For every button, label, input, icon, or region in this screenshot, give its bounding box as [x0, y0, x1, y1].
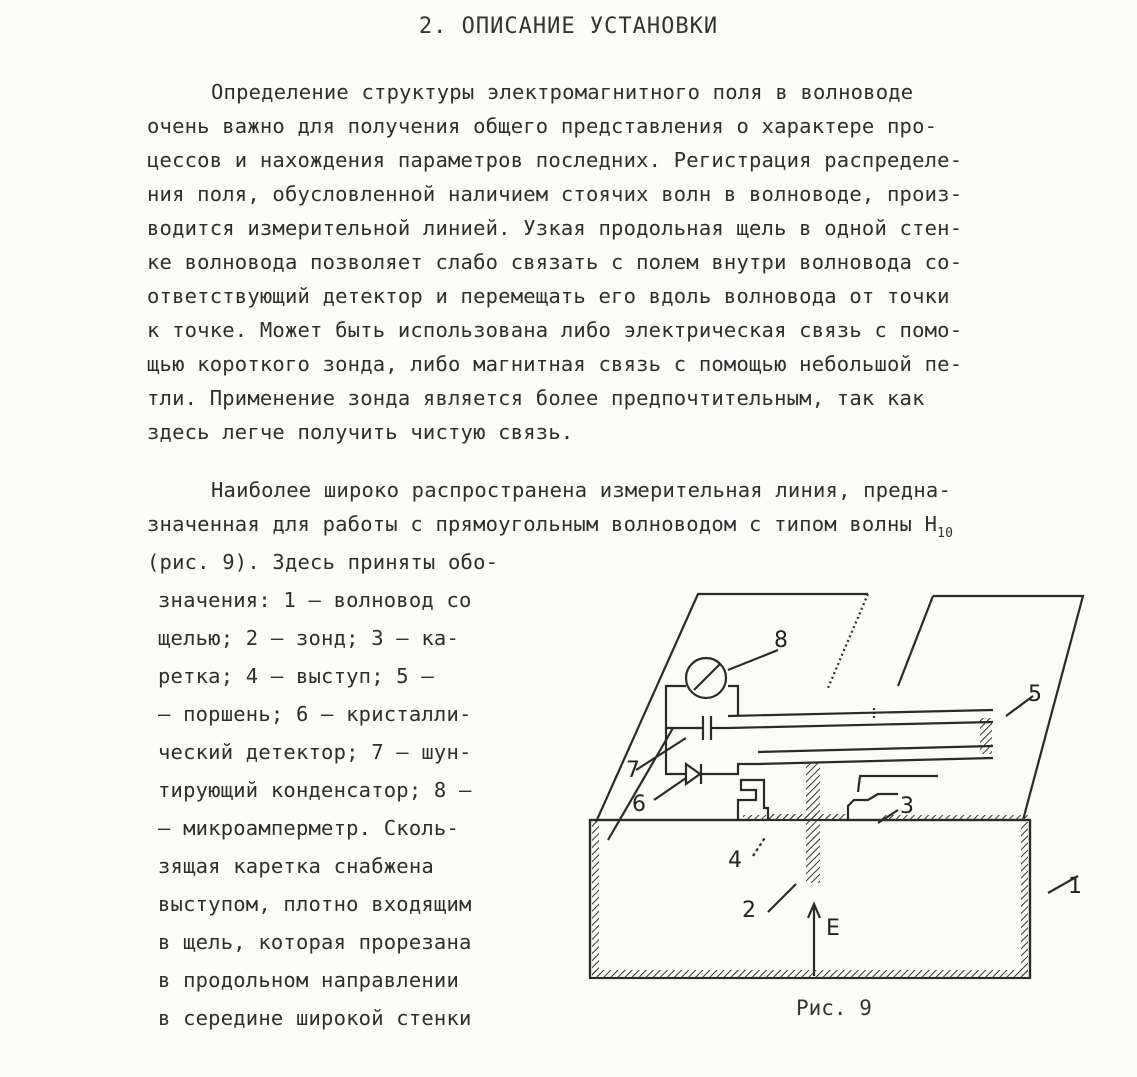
text-line: ретка; 4 – выступ; 5 – [158, 664, 434, 688]
carriage-left [738, 780, 768, 820]
waveguide-top-left-edge [596, 594, 868, 822]
text-line: ческий детектор; 7 – шун- [158, 740, 472, 764]
figure-label-8: 8 [774, 628, 788, 653]
piston-5 [980, 718, 992, 754]
text-line: очень важно для получения общего представления о характере про- [147, 114, 938, 138]
figure-caption: Рис. 9 [796, 996, 872, 1020]
text-line: Определение структуры электромагнитного поля в волноводе [211, 80, 914, 104]
text-line: Наиболее широко распространена измерительная линия, предна- [211, 478, 951, 502]
carriage-ridge-4 [768, 814, 848, 820]
figure-label-1: 1 [1068, 874, 1082, 899]
figure-label-4: 4 [728, 848, 742, 873]
text-line: цессов и нахождения параметров последних. Регистрация распределе- [147, 148, 963, 172]
text-line: (рис. 9). Здесь приняты обо- [147, 550, 499, 574]
text-line: – поршень; 6 – кристалли- [158, 702, 472, 726]
text-line: к точке. Может быть использована либо электрическая связь с помо- [147, 318, 963, 342]
text-line: – микроамперметр. Сколь- [158, 816, 460, 840]
probe-2 [806, 763, 820, 883]
text-line: водится измерительной линией. Узкая продольная щель в одной стен- [147, 216, 963, 240]
text-line: тли. Применение зонда является более предпочтительным, так как [147, 386, 925, 410]
figure-label-6: 6 [632, 792, 646, 817]
text-line: в середине широкой стенки [158, 1006, 472, 1030]
section-heading: 2. ОПИСАНИЕ УСТАНОВКИ [418, 14, 719, 39]
coax-outer-bottom [758, 758, 993, 764]
text-line [147, 512, 953, 541]
text-line-main: значенная для работы с прямоугольным волноводом с типом волны H [147, 512, 938, 536]
figure-measuring-line [578, 578, 1088, 998]
text-line: щью короткого зонда, либо магнитная связь с помощью небольшой пе- [147, 352, 963, 376]
coax-outer-top [728, 710, 993, 716]
text-line: зящая каретка снабжена [158, 854, 434, 878]
figure-label-5: 5 [1028, 682, 1042, 707]
text-line: выступом, плотно входящим [158, 892, 472, 916]
text-line: ния поля, обусловленной наличием стоячих волн в волноводе, произ- [147, 182, 963, 206]
figure-label-7: 7 [626, 758, 640, 783]
slot-edge-left [828, 594, 868, 688]
meter-leads [666, 686, 738, 716]
text-line: тирующий конденсатор; 8 – [158, 778, 472, 802]
waveguide-right-wall [1021, 822, 1028, 976]
text-line: значения: 1 – волновод со [158, 588, 472, 612]
crystal-detector-6 [686, 764, 700, 784]
text-line: ответствующий детектор и перемещать его вдоль волновода от точки [147, 284, 950, 308]
subscript-index: 10 [937, 526, 954, 541]
text-line: здесь легче получить чистую связь. [147, 420, 574, 444]
figure-label-e-field: E [826, 916, 840, 941]
slot-edge-right [898, 596, 933, 686]
text-line: в продольном направлении [158, 968, 460, 992]
text-line: ке волновода позволяет слабо связать с полем внутри волновода со- [147, 250, 963, 274]
waveguide-bottom-wall [592, 970, 1028, 977]
figure-label-3: 3 [900, 794, 914, 819]
figure-label-2: 2 [742, 898, 756, 923]
text-line: в щель, которая прорезана [158, 930, 472, 954]
waveguide-top-right-edge [933, 596, 1083, 820]
waveguide-left-wall [592, 822, 599, 976]
text-line: щелью; 2 – зонд; 3 – ка- [158, 626, 460, 650]
